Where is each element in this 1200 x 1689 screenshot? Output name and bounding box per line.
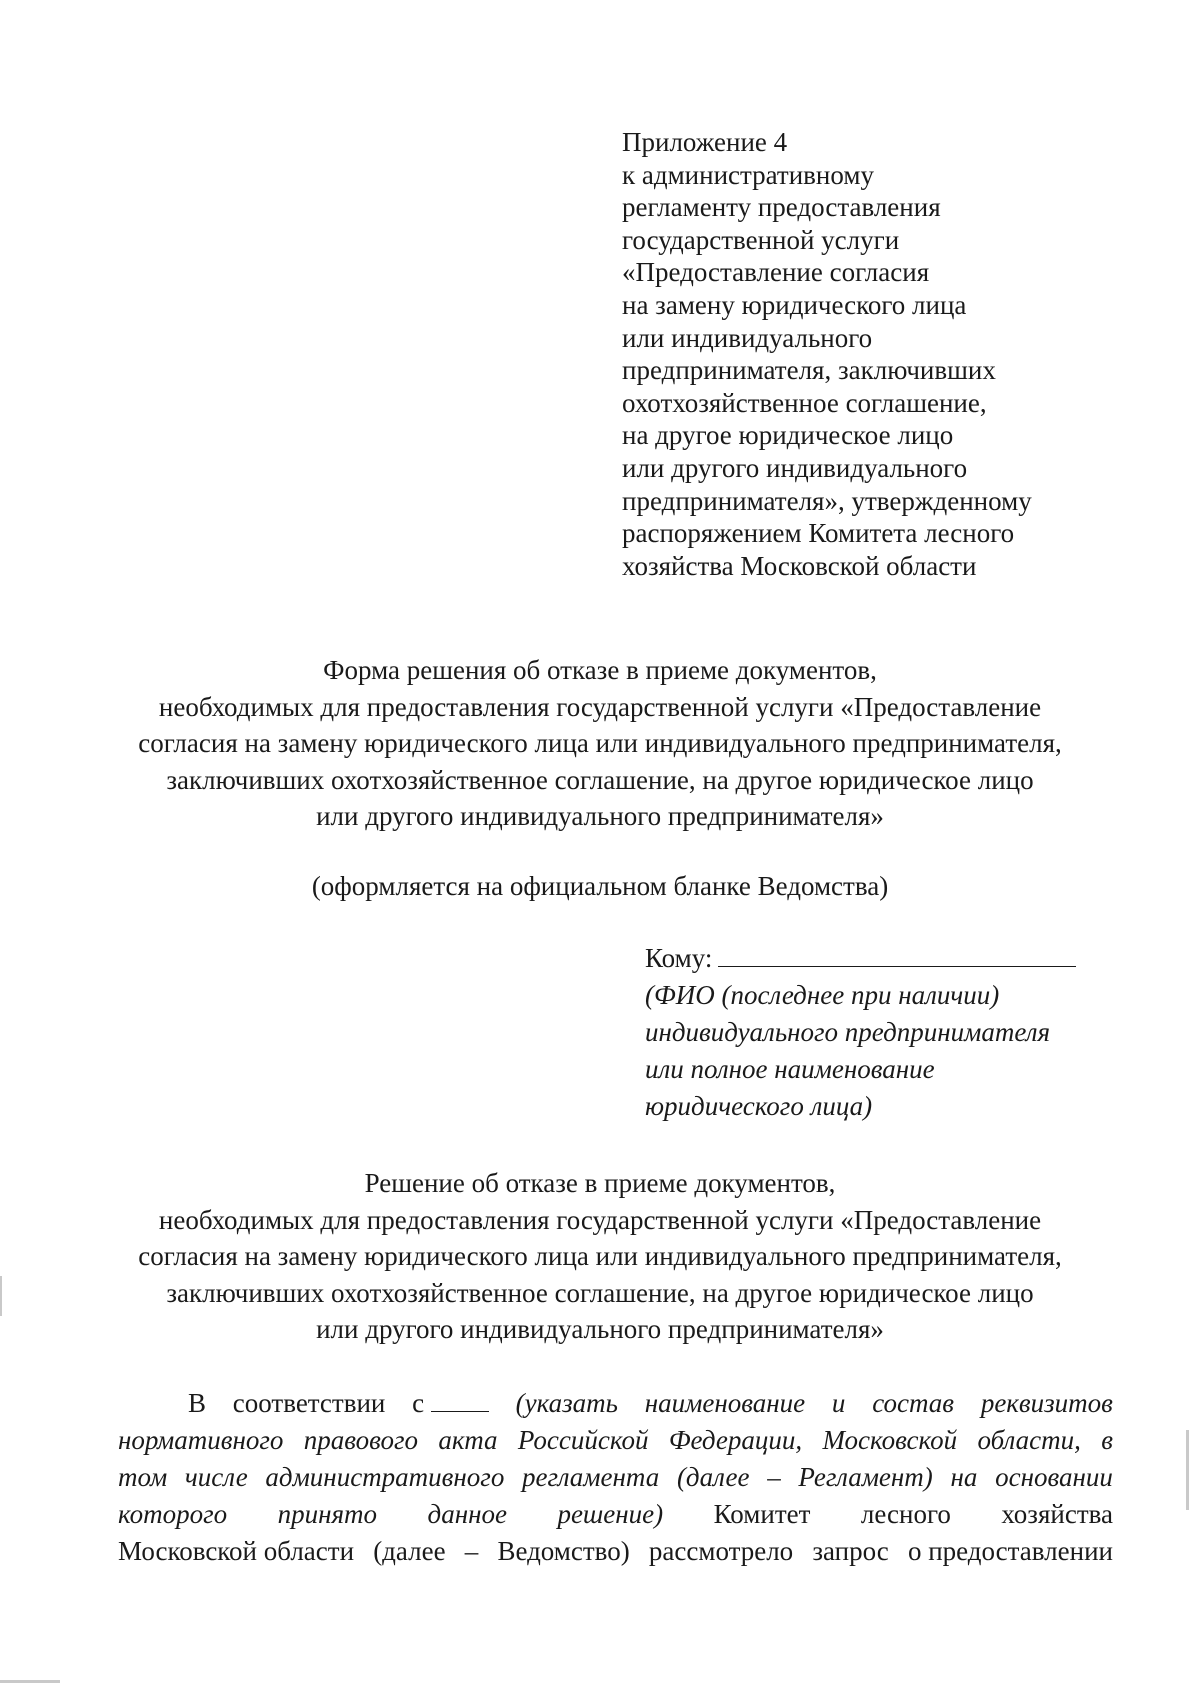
annex-line: или индивидуального [622,322,873,353]
body-paragraph [118,1385,1113,1570]
form-title-line: заключивших охотхозяйственное соглашение, на другое юридическое лицо [166,764,1034,795]
body-word: том [118,1462,168,1492]
body-line [118,1459,1113,1496]
body-word: административного [265,1462,505,1492]
act-blank-field [431,1387,489,1412]
body-word: состав [872,1388,955,1418]
annex-line: хозяйства Московской области [622,550,977,581]
body-word: области, [977,1425,1081,1455]
recipient-line [645,940,1105,977]
body-word: принято [277,1499,378,1529]
body-line [118,1422,1113,1459]
body-word: которого [118,1499,228,1529]
body-word: (далее [373,1536,446,1566]
decision-title-line: согласия на замену юридического лица или индивидуального предпринимателя, [138,1241,1062,1271]
form-title-line: или другого индивидуального предпринимателя» [316,801,884,831]
body-word: наименование [644,1388,806,1418]
body-word: с [412,1388,425,1418]
annex-line: распоряжением Комитета лесного [622,518,1015,549]
body-word: правового [303,1425,419,1455]
body-word: реквизитов [980,1388,1113,1418]
annex-line: на другое юридическое лицо [622,420,954,451]
decision-title-line: заключивших охотхозяйственное соглашение, на другое юридическое лицо [166,1277,1034,1308]
body-word: Московской области [118,1536,355,1566]
decision-title-line: Решение об отказе в приеме документов, [364,1168,836,1198]
body-word: Регламент) [798,1462,933,1492]
annex-line: «Предоставление согласия [622,257,930,288]
recipient-block [645,940,1105,1125]
body-word: В [188,1388,207,1418]
body-word: лесного [860,1499,951,1529]
form-title-line: Форма решения об отказе в приеме документов, [323,655,877,685]
body-line [118,1533,1113,1570]
body-word: о предоставлении [907,1536,1113,1566]
scan-edge-mark [1186,1430,1189,1510]
body-word: (указать [515,1388,618,1418]
recipient-hint-line: индивидуального предпринимателя [645,1017,1051,1047]
body-word: хозяйства [1001,1499,1113,1529]
annex-line: предпринимателя», утвержденному [622,485,1032,516]
body-word: основании [995,1462,1113,1492]
annex-line: к административному [622,159,874,190]
decision-title [0,1165,1200,1348]
scan-edge-mark [0,1680,60,1683]
body-word: нормативного [118,1425,284,1455]
recipient-blank-field [718,940,1076,967]
blank-note [0,868,1200,904]
body-line [118,1496,1113,1533]
recipient-hint-line: (ФИО (последнее при наличии) [645,980,1000,1010]
blank-note-text: (оформляется на официальном бланке Ведомства) [311,871,889,901]
body-word: соответствии [232,1388,386,1418]
body-word: – [767,1462,781,1492]
body-word: Российской [517,1425,649,1455]
body-word: Ведомство) [497,1536,630,1566]
body-word: запрос [812,1536,889,1566]
recipient-hint-line: юридического лица) [645,1091,873,1121]
body-word: (далее [676,1462,750,1492]
annex-line: Приложение 4 [622,127,788,157]
annex-line: регламенту предоставления [622,192,941,223]
annex-line: предпринимателя, заключивших [622,355,996,386]
body-word: рассмотрело [648,1536,794,1566]
body-word-with-blank [412,1385,489,1422]
body-word: регламента [522,1462,660,1492]
recipient-hint-line: или полное наименование [645,1054,935,1084]
annex-line: или другого индивидуального [622,452,968,483]
recipient-label: Кому: [645,943,713,973]
decision-title-line: необходимых для предоставления государственной услуги «Предоставление [158,1204,1042,1235]
body-line [118,1385,1113,1422]
body-word: Федерации, [668,1425,803,1455]
annex-line: на замену юридического лица [622,289,967,320]
scan-edge-mark [0,1276,2,1316]
body-word: и [831,1388,846,1418]
annex-line: государственной услуги [622,224,900,255]
form-title-line: необходимых для предоставления государственной услуги «Предоставление [158,691,1042,722]
annex-line: охотхозяйственное соглашение, [622,387,987,418]
decision-title-line: или другого индивидуального предпринимателя» [316,1314,884,1344]
body-word: решение) [557,1499,664,1529]
body-word: акта [438,1425,498,1455]
form-title [0,652,1200,835]
body-word: числе [184,1462,248,1492]
form-title-line: согласия на замену юридического лица или индивидуального предпринимателя, [138,728,1062,758]
body-word: данное [427,1499,507,1529]
annex-header [622,126,1142,582]
body-word: Комитет [713,1499,811,1529]
body-word: на [950,1462,978,1492]
body-word: Московской [822,1425,958,1455]
body-word: – [464,1536,479,1566]
body-word: в [1101,1425,1113,1455]
